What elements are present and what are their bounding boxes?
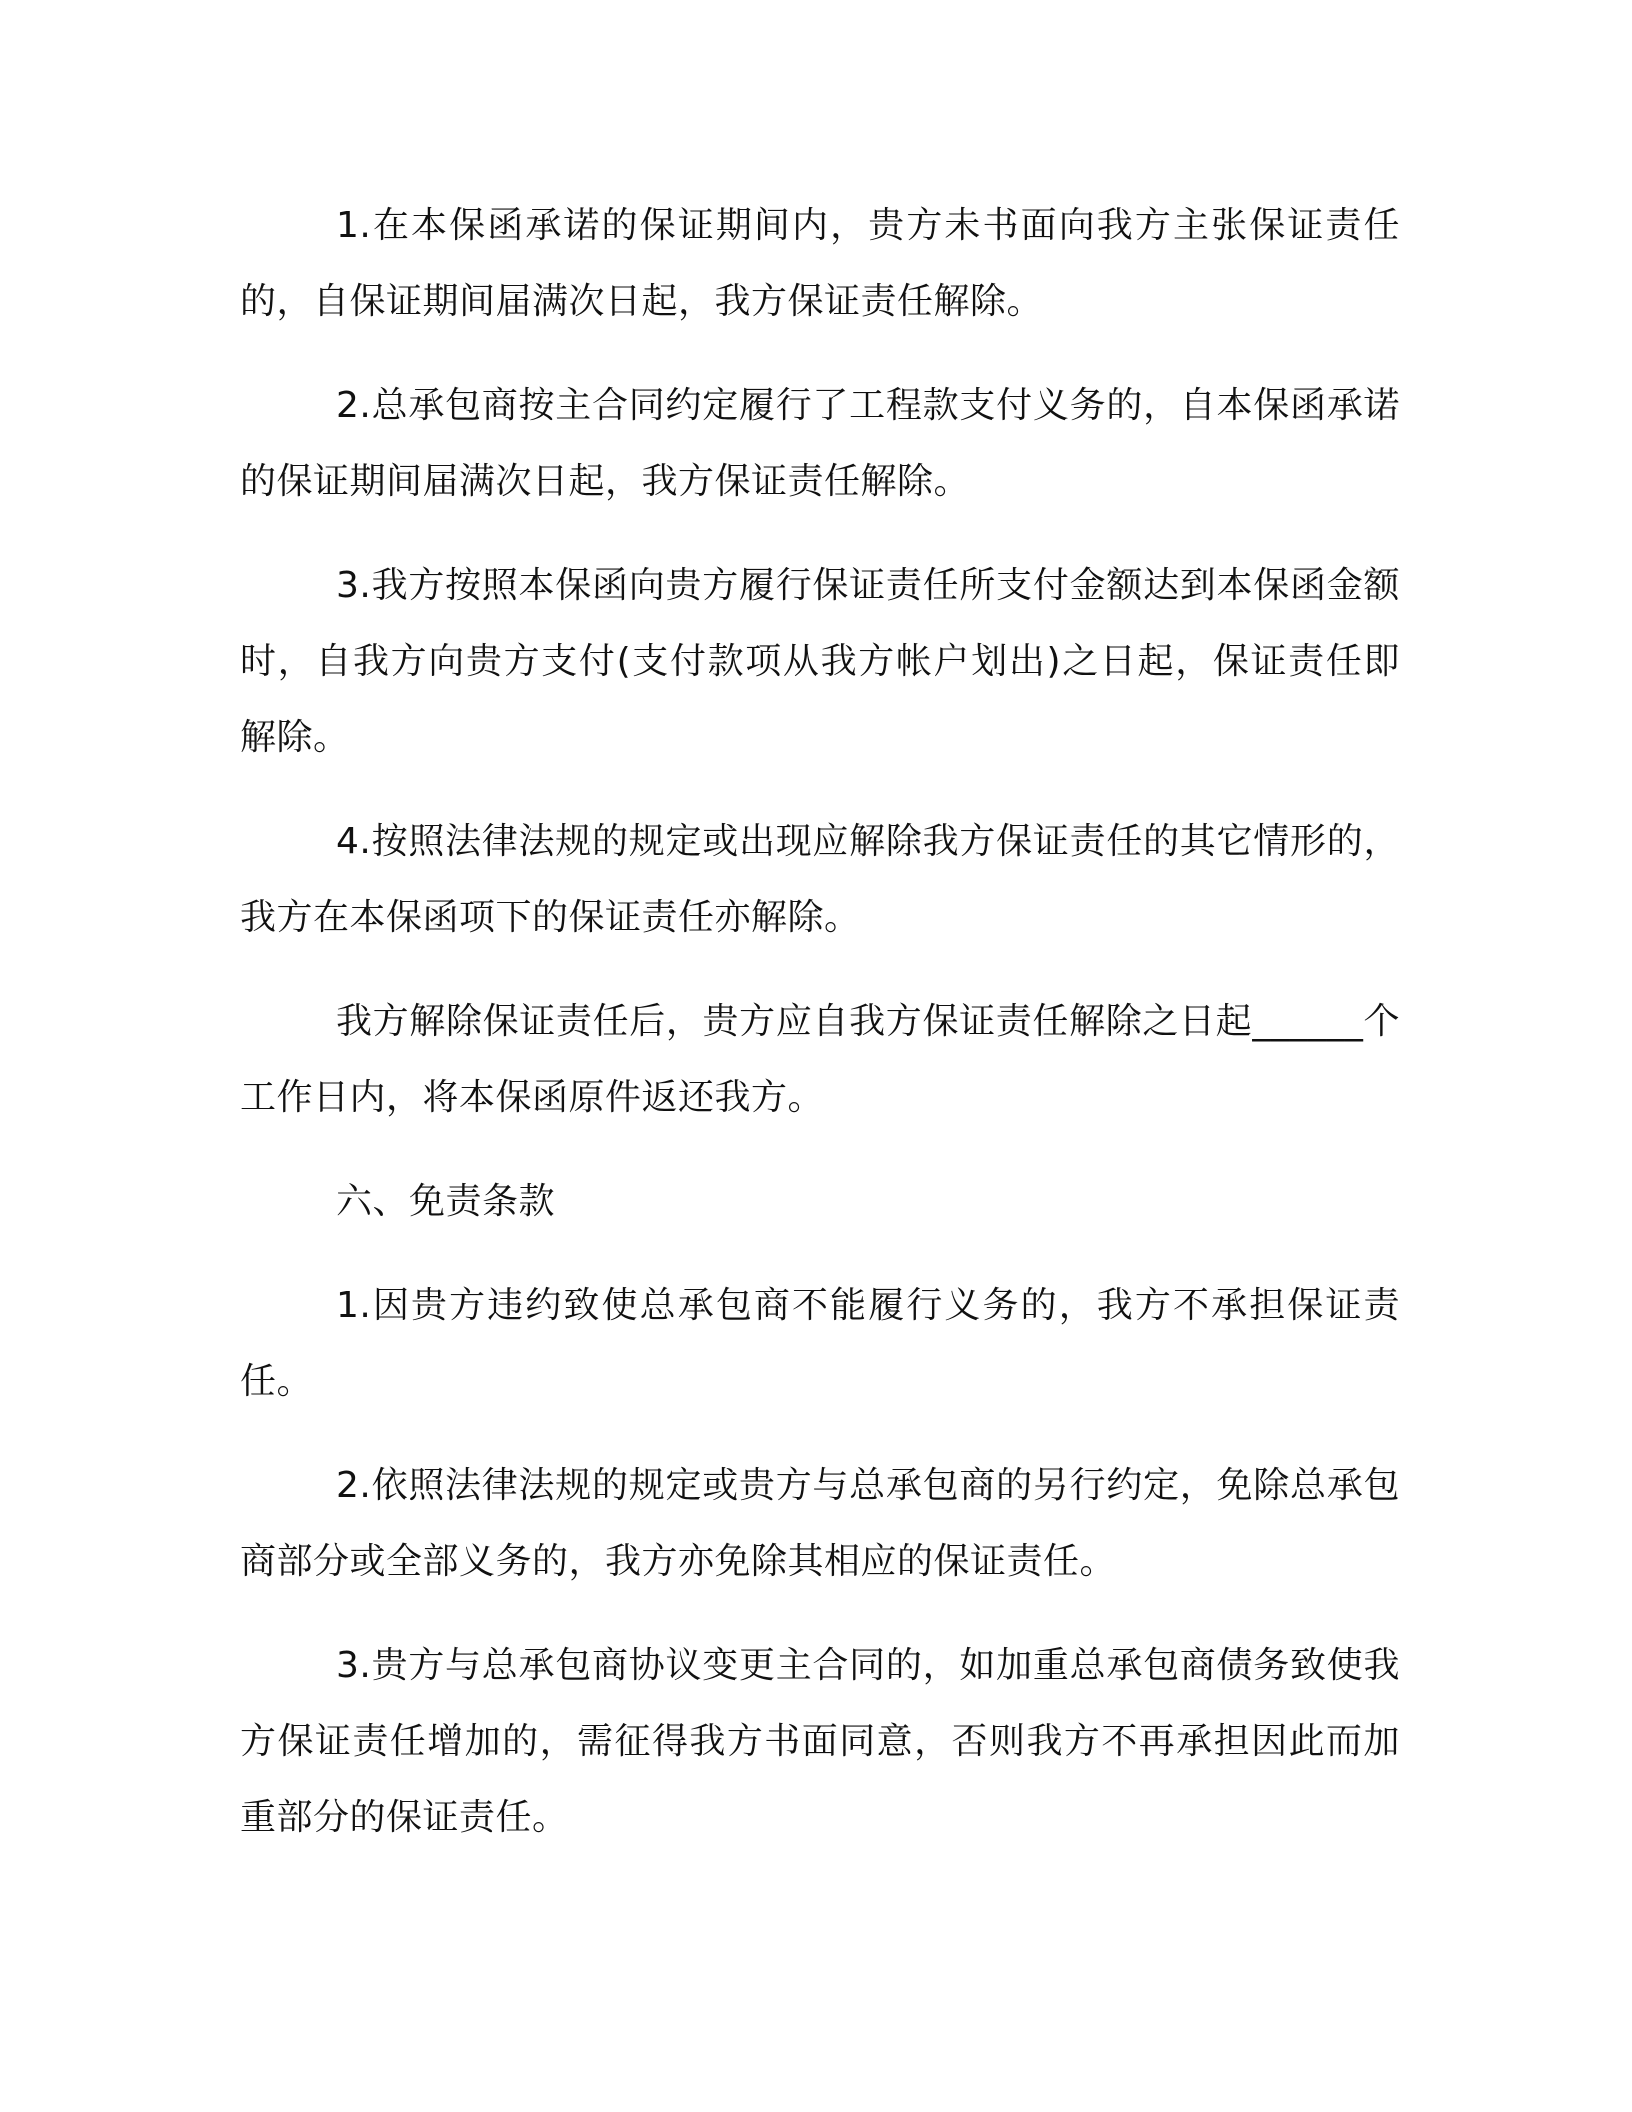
return-original-clause: 我方解除保证责任后，贵方应自我方保证责任解除之日起______个工作日内，将本保函原件返还我方。 <box>240 1001 1400 1118</box>
release-clause-2: 2.总承包商按主合同约定履行了工程款支付义务的，自本保函承诺的保证期间届满次日起，我方保证责任解除。 <box>240 385 1400 502</box>
section-heading-exemption: 六、免责条款 <box>336 1181 556 1222</box>
exemption-clause-3: 3.贵方与总承包商协议变更主合同的，如加重总承包商债务致使我方保证责任增加的，需征得我方书面同意，否则我方不再承担因此而加重部分的保证责任。 <box>240 1645 1400 1838</box>
exemption-clause-2: 2.依照法律法规的规定或贵方与总承包商的另行约定，免除总承包商部分或全部义务的，我方亦免除其相应的保证责任。 <box>240 1465 1400 1582</box>
release-clause-3: 3.我方按照本保函向贵方履行保证责任所支付金额达到本保函金额时，自我方向贵方支付(支付款项从我方帐户划出)之日起，保证责任即解除。 <box>240 565 1400 758</box>
exemption-clause-1: 1.因贵方违约致使总承包商不能履行义务的，我方不承担保证责任。 <box>240 1285 1400 1402</box>
release-clause-4: 4.按照法律法规的规定或出现应解除我方保证责任的其它情形的，我方在本保函项下的保证责任亦解除。 <box>240 821 1400 938</box>
document-body <box>240 188 1400 1884</box>
release-clause-1: 1.在本保函承诺的保证期间内，贵方未书面向我方主张保证责任的，自保证期间届满次日起，我方保证责任解除。 <box>240 205 1400 322</box>
